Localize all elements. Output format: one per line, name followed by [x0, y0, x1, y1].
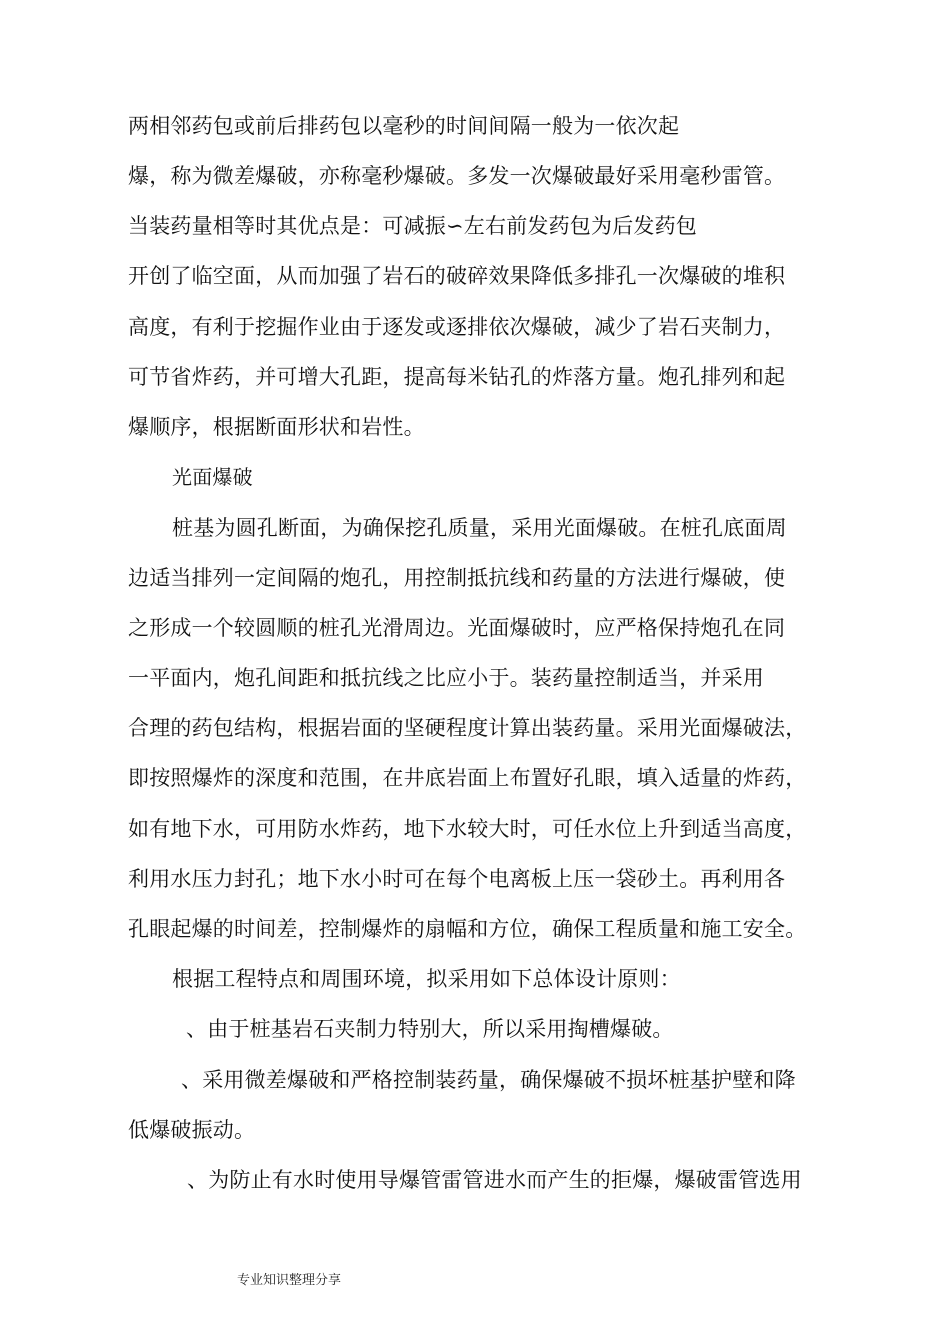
body-line-4: 开创了临空面，从而加强了岩石的破碎效果降低多排孔一次爆破的堆积 [128, 264, 786, 288]
body-line-18: 根据工程特点和周围环境，拟采用如下总体设计原则： [172, 967, 681, 991]
list-item-3: 、为防止有水时使用导爆管雷管进水而产生的拒爆，爆破雷管选用 [187, 1168, 802, 1192]
list-item-2: 、采用微差爆破和严格控制装药量，确保爆破不损坏桩基护壁和降 [181, 1068, 796, 1092]
body-line-11: 之形成一个较圆顺的桩孔光滑周边。光面爆破时，应严格保持炮孔在同 [128, 616, 786, 640]
list-item-1: 、由于桩基岩石夹制力特别大，所以采用掏槽爆破。 [186, 1017, 674, 1041]
body-line-3: 当装药量相等时其优点是：可减振∽左右前发药包为后发药包 [128, 214, 697, 238]
body-line-7: 爆顺序，根据断面形状和岩性。 [128, 415, 425, 439]
body-line-10: 边适当排列一定间隔的炮孔，用控制抵抗线和药量的方法进行爆破，使 [128, 566, 786, 590]
body-line-17: 孔眼起爆的时间差，控制爆炸的扇幅和方位，确保工程质量和施工安全。 [128, 917, 807, 941]
page-footer: 专业知识整理分享 [237, 1273, 342, 1288]
body-line-14: 即按照爆炸的深度和范围，在井底岩面上布置好孔眼，填入适量的炸药， [128, 766, 807, 790]
body-line-12: 一平面内，炮孔间距和抵抗线之比应小于。装药量控制适当，并采用 [128, 666, 764, 690]
section-heading: 光面爆破 [172, 465, 253, 489]
body-line-15: 如有地下水，可用防水炸药，地下水较大时，可任水位上升到适当高度， [128, 817, 807, 841]
body-line-6: 可节省炸药，并可增大孔距，提高每米钻孔的炸落方量。炮孔排列和起 [128, 365, 786, 389]
body-line-9: 桩基为圆孔断面，为确保挖孔质量，采用光面爆破。在桩孔底面周 [172, 516, 787, 540]
body-line-13: 合理的药包结构，根据岩面的坚硬程度计算出装药量。采用光面爆破法， [128, 716, 807, 740]
list-item-2-continued: 低爆破振动。 [128, 1118, 256, 1142]
body-line-2: 爆，称为微差爆破，亦称毫秒爆破。多发一次爆破最好采用毫秒雷管。 [128, 164, 786, 188]
body-line-5: 高度，有利于挖掘作业由于逐发或逐排依次爆破，减少了岩石夹制力， [128, 315, 786, 339]
body-line-16: 利用水压力封孔；地下水小时可在每个电离板上压一袋砂土。再利用各 [128, 867, 786, 891]
body-line-1: 两相邻药包或前后排药包以毫秒的时间间隔一般为一依次起 [128, 114, 680, 138]
